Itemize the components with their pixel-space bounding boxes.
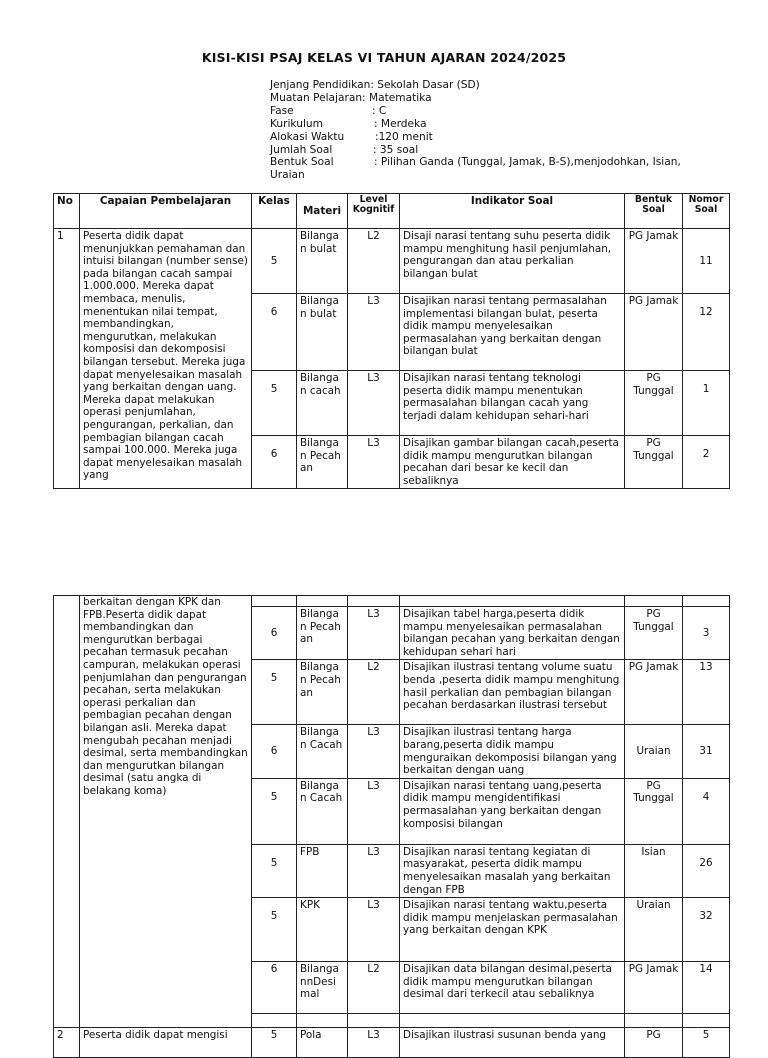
cell-indikator: Disajikan narasi tentang permasalahan implementasi bilangan bulat, peserta didik mampu menyelesaikan permasalahan yang berkaitan dengan bilangan bulat — [400, 294, 625, 371]
cell-empty — [252, 596, 297, 607]
cell-materi: Bilangan Pecahan — [297, 436, 348, 489]
cell-no — [54, 596, 80, 1028]
cell-kelas: 5 — [252, 1028, 297, 1058]
cell-indikator: Disajikan narasi tentang waktu,peserta didik mampu menjelaskan permasalahan yang berkaitan dengan KPK — [400, 898, 625, 962]
meta-bentuk-cont: Uraian — [270, 169, 305, 182]
col-header-indikator: Indikator Soal — [400, 194, 625, 229]
cell-capaian: berkaitan dengan KPK dan FPB.Peserta didik dapat membandingkan dan mengurutkan berbagai pecahan termasuk pecahan campuran, melakukan operasi penjumlahan dan pengurangan pecahan, serta melakukan operasi perkalian dan pembagian pecahan dengan bilangan asli. Mereka dapat mengubah pecahan menjadi desimal, serta membandingkan dan mengurutkan bilangan desimal (satu angka di belakang koma) — [80, 596, 252, 1028]
col-header-materi: Materi — [297, 194, 348, 229]
cell-level: L3 — [348, 844, 400, 897]
cell-nomor: 11 — [683, 229, 730, 294]
cell-level: L2 — [348, 229, 400, 294]
cell-materi: FPB — [297, 844, 348, 897]
meta-fase: Fase : C — [270, 104, 387, 117]
cell-nomor: 4 — [683, 778, 730, 844]
cell-empty — [297, 596, 348, 607]
cell-kelas: 5 — [252, 898, 297, 962]
col-header-level: Level Kognitif — [348, 194, 400, 229]
kisi-kisi-table-page-2 — [53, 595, 730, 1058]
cell-nomor: 1 — [683, 371, 730, 436]
cell-empty — [252, 1014, 297, 1028]
cell-bentuk: Isian — [625, 844, 683, 897]
cell-kelas: 6 — [252, 294, 297, 371]
meta-alokasi: Alokasi Waktu :120 menit — [270, 130, 433, 143]
cell-nomor: 5 — [683, 1028, 730, 1058]
cell-kelas: 6 — [252, 607, 297, 660]
cell-kelas: 5 — [252, 371, 297, 436]
cell-kelas: 5 — [252, 844, 297, 897]
cell-kelas: 6 — [252, 725, 297, 778]
cell-level: L3 — [348, 371, 400, 436]
cell-bentuk: Uraian — [625, 898, 683, 962]
document-meta — [270, 79, 681, 182]
cell-materi: Bilangan cacah — [297, 371, 348, 436]
cell-no: 2 — [54, 1028, 80, 1058]
cell-level: L3 — [348, 607, 400, 660]
table-header-row — [54, 194, 730, 229]
cell-kelas: 5 — [252, 229, 297, 294]
cell-nomor: 26 — [683, 844, 730, 897]
cell-materi: BilangannDesimal — [297, 962, 348, 1014]
cell-indikator: Disajikan narasi tentang teknologi peserta didik mampu menentukan permasalahan bilangan cacah yang terjadi dalam kehidupan sehari-hari — [400, 371, 625, 436]
cell-nomor: 3 — [683, 607, 730, 660]
cell-indikator: Disajikan narasi tentang kegiatan di masyarakat, peserta didik mampu menyelesaikan masalah yang berkaitan dengan FPB — [400, 844, 625, 897]
cell-empty — [348, 1014, 400, 1028]
meta-kurikulum: Kurikulum : Merdeka — [270, 117, 427, 130]
cell-indikator: Disajikan ilustrasi tentang volume suatu benda ,peserta didik mampu menghitung hasil perkalian dan pembagian bilangan pecahan berdasarkan ilustrasi tersebut — [400, 660, 625, 725]
cell-level: L3 — [348, 725, 400, 778]
cell-empty — [625, 1014, 683, 1028]
col-header-no: No — [54, 194, 80, 229]
cell-indikator: Disajikan ilustrasi tentang harga barang,peserta didik mampu menguraikan dekomposisi bilangan yang berkaitan dengan uang — [400, 725, 625, 778]
cell-materi: Bilangan bulat — [297, 294, 348, 371]
cell-empty — [683, 596, 730, 607]
cell-nomor: 14 — [683, 962, 730, 1014]
cell-nomor: 12 — [683, 294, 730, 371]
cell-materi: Bilangan bulat — [297, 229, 348, 294]
document-title: KISI-KISI PSAJ KELAS VI TAHUN AJARAN 2024/2025 — [201, 50, 567, 65]
cell-capaian: Peserta didik dapat mengisi — [80, 1028, 252, 1058]
cell-materi: Pola — [297, 1028, 348, 1058]
cell-nomor: 2 — [683, 436, 730, 489]
cell-empty — [400, 1014, 625, 1028]
cell-level: L2 — [348, 962, 400, 1014]
cell-bentuk: PG Jamak — [625, 229, 683, 294]
cell-nomor: 31 — [683, 725, 730, 778]
cell-materi: Bilangan Pecahan — [297, 660, 348, 725]
cell-empty — [348, 596, 400, 607]
cell-level: L3 — [348, 436, 400, 489]
cell-no: 1 — [54, 229, 80, 489]
cell-bentuk: PG — [625, 1028, 683, 1058]
cell-indikator: Disaji narasi tentang suhu peserta didik mampu menghitung hasil penjumlahan, pengurangan dan atau perkalian bilangan bulat — [400, 229, 625, 294]
cell-level: L3 — [348, 1028, 400, 1058]
cell-indikator: Disajikan tabel harga,peserta didik mampu menyelesaikan permasalahan bilangan pecahan yang berkaitan dengan kehidupan sehari hari — [400, 607, 625, 660]
cell-level: L3 — [348, 778, 400, 844]
cell-kelas: 6 — [252, 436, 297, 489]
cell-bentuk: PG Tunggal — [625, 371, 683, 436]
kisi-kisi-table-page-1 — [53, 193, 730, 489]
table-row — [54, 596, 730, 607]
col-header-bentuk: Bentuk Soal — [625, 194, 683, 229]
cell-empty — [297, 1014, 348, 1028]
cell-bentuk: PG Jamak — [625, 660, 683, 725]
cell-kelas: 5 — [252, 778, 297, 844]
table-row — [54, 229, 730, 294]
cell-empty — [625, 596, 683, 607]
cell-nomor: 32 — [683, 898, 730, 962]
cell-materi: KPK — [297, 898, 348, 962]
cell-bentuk: Uraian — [625, 725, 683, 778]
cell-kelas: 5 — [252, 660, 297, 725]
cell-level: L2 — [348, 660, 400, 725]
cell-indikator: Disajikan narasi tentang uang,peserta didik mampu mengidentifikasi permasalahan yang berkaitan dengan komposisi bilangan — [400, 778, 625, 844]
meta-bentuk: Bentuk Soal : Pilihan Ganda (Tunggal, Jamak, B-S),menjodohkan, Isian, — [270, 156, 681, 169]
cell-indikator: Disajikan gambar bilangan cacah,peserta didik mampu mengurutkan bilangan pecahan dari besar ke kecil dan sebaliknya — [400, 436, 625, 489]
cell-materi: Bilangan Cacah — [297, 725, 348, 778]
cell-indikator: Disajikan data bilangan desimal,peserta didik mampu mengurutkan bilangan desimal dari terkecil atau sebaliknya — [400, 962, 625, 1014]
col-header-nomor: Nomor Soal — [683, 194, 730, 229]
cell-level: L3 — [348, 294, 400, 371]
cell-bentuk: PG Tunggal — [625, 778, 683, 844]
cell-empty — [400, 596, 625, 607]
table-row — [54, 1028, 730, 1058]
cell-level: L3 — [348, 898, 400, 962]
cell-bentuk: PG Jamak — [625, 962, 683, 1014]
cell-kelas: 6 — [252, 962, 297, 1014]
cell-nomor: 13 — [683, 660, 730, 725]
col-header-cp: Capaian Pembelajaran — [80, 194, 252, 229]
meta-jenjang: Jenjang Pendidikan : Sekolah Dasar (SD) — [270, 79, 480, 91]
meta-muatan: Muatan Pelajaran : Matematika — [270, 91, 432, 104]
cell-bentuk: PG Tunggal — [625, 436, 683, 489]
cell-bentuk: PG Tunggal — [625, 607, 683, 660]
meta-jumlah: Jumlah Soal : 35 soal — [270, 143, 419, 156]
cell-materi: Bilangan Pecahan — [297, 607, 348, 660]
col-header-kelas: Kelas — [252, 194, 297, 229]
cell-materi: Bilangan Cacah — [297, 778, 348, 844]
cell-indikator: Disajikan ilustrasi susunan benda yang — [400, 1028, 625, 1058]
cell-bentuk: PG Jamak — [625, 294, 683, 371]
cell-capaian: Peserta didik dapat menunjukkan pemahaman dan intuisi bilangan (number sense) pada bilangan cacah sampai 1.000.000. Mereka dapat membaca, menulis, menentukan nilai tempat, membandingkan, mengurutkan, melakukan komposisi dan dekomposisi bilangan tersebut. Mereka juga dapat menyelesaikan masalah yang berkaitan dengan uang. Mereka dapat melakukan operasi penjumlahan, pengurangan, perkalian, dan pembagian bilangan cacah sampai 100.000. Mereka juga dapat menyelesaikan masalah yang — [80, 229, 252, 489]
cell-empty — [683, 1014, 730, 1028]
